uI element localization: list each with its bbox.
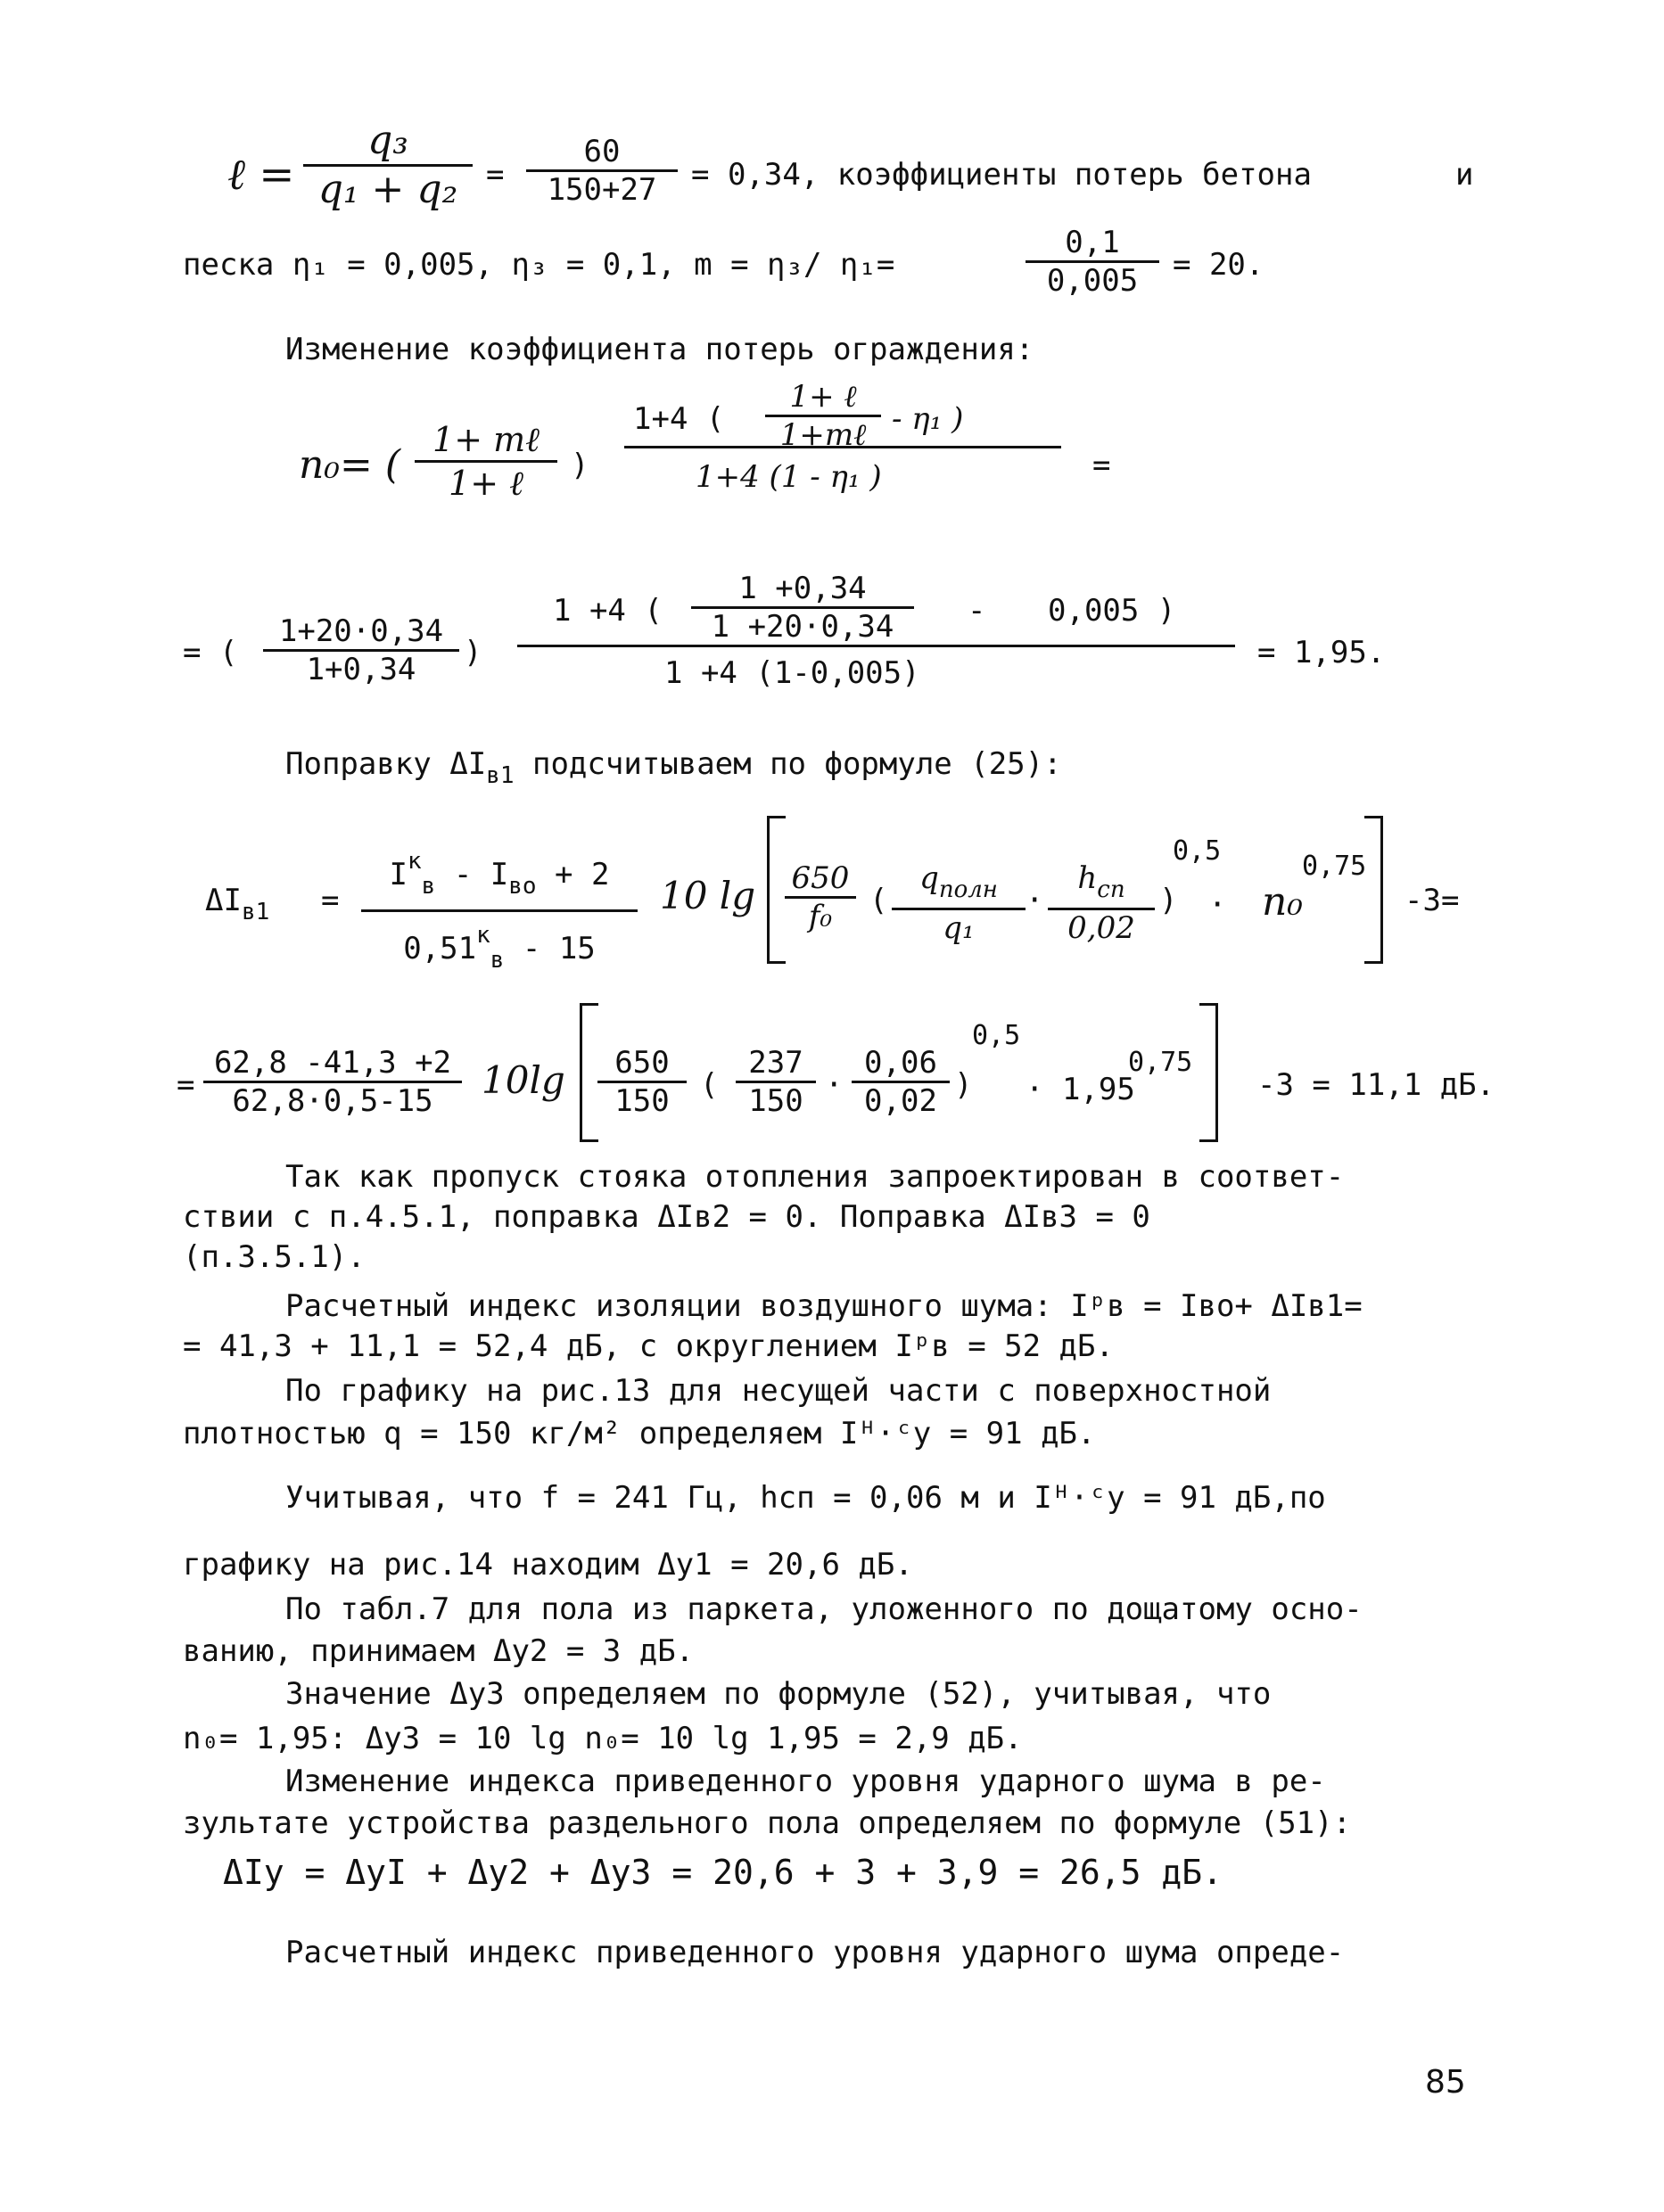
frac-num (1048, 860, 1155, 910)
frac-den: 150 (614, 1083, 670, 1119)
dI-tail: -3= (1405, 883, 1460, 918)
dI-bracket-right (1364, 816, 1383, 964)
text-line-9: графику на рис.14 находим Δу1 = 20,6 дБ. (183, 1547, 913, 1583)
text-line-13: n₀= 1,95: Δу3 = 10 lg n₀= 10 lg 1,95 = 2,9 дБ. (183, 1721, 1023, 1756)
text-line-12: Значение Δу3 определяем по формуле (52), учитывая, что (285, 1676, 1272, 1712)
formula-l-frac2 (526, 134, 678, 208)
frac-num: 1+20·0,34 (263, 613, 459, 652)
line-popravku (285, 746, 1062, 794)
dI-f1 (785, 860, 856, 934)
popravku-sub: в1 (486, 762, 515, 789)
text-line-3: (п.3.5.1). (183, 1239, 366, 1275)
text-line-11: ванию, принимаем Δу2 = 3 дБ. (183, 1633, 695, 1669)
dI-mul: · (1208, 887, 1227, 923)
page-number: 85 (1425, 2064, 1466, 2101)
dInum-exp2: 0,75 (1128, 1047, 1193, 1078)
line-peska: песка η₁ = 0,005, η₃ = 0,1, m = η₃/ η₁= (183, 247, 895, 283)
n0num-minus: - (968, 593, 986, 629)
frac-den: 1+ ℓ (449, 464, 523, 503)
dI-f2 (892, 860, 1026, 946)
dI-num-tail2: + 2 (555, 857, 610, 892)
frac-den: q₁ (943, 910, 975, 946)
dI-frac (361, 838, 638, 983)
dI-n0: n₀ (1262, 879, 1303, 925)
heading-change: Изменение коэффициента потерь ограждения: (285, 332, 1034, 367)
dInum-exp1: 0,5 (972, 1020, 1021, 1051)
formula-l-tail-end: и (1455, 157, 1474, 193)
text-line-14: Изменение индекса приведенного уровня ударного шума в ре- (285, 1764, 1326, 1799)
frac-num: 62,8 -41,3 +2 (203, 1045, 462, 1083)
n0num-bigden: 1 +4 (1-0,005) (664, 655, 920, 691)
dI-lhs-text: ΔI (205, 883, 242, 918)
frac-den: 62,8·0,5-15 (232, 1083, 433, 1119)
n0-bignum-post: - η₁ ) (892, 401, 964, 437)
formula-l-eq: = (486, 157, 505, 193)
dInum-f3 (852, 1045, 950, 1119)
dI-open: ( (869, 883, 888, 918)
dInum-eq: = (177, 1067, 195, 1103)
formula-l-tail: = 0,34, коэффициенты потерь бетона (691, 157, 1312, 193)
frac-den: 1+mℓ (779, 417, 867, 453)
frac-num: q₃ (303, 118, 473, 167)
frac-num: 0,1 (1026, 225, 1159, 263)
frac-m (1026, 225, 1159, 299)
dI-f3-num: h (1077, 860, 1098, 896)
text-line-5: = 41,3 + 11,1 = 52,4 дБ, с округлением Iᵖв = 52 дБ. (183, 1328, 1114, 1364)
formula-l-lhs: ℓ = (227, 150, 295, 200)
dInum-close: ) (954, 1067, 973, 1103)
dInum-open: ( (700, 1067, 719, 1103)
frac-num: 1 +0,34 (691, 571, 914, 609)
dInum-bracket-right (1199, 1003, 1218, 1142)
n0-bigden: 1+4 (1 - η₁ ) (696, 459, 882, 495)
dInum-f2 (736, 1045, 816, 1119)
text-line-17: Расчетный индекс приведенного уровня ударного шума опреде- (285, 1935, 1345, 1970)
frac-num: 0,06 (852, 1045, 950, 1083)
dI-den: 0,51 (403, 931, 477, 966)
text-line-16: ΔIу = ΔуI + Δу2 + Δу3 = 20,6 + 3 + 3,9 = 26,5 дБ. (223, 1853, 1223, 1892)
n0-big-fraction-bar (624, 446, 1061, 448)
n0num-result: = 1,95. (1257, 635, 1386, 670)
frac-num: 237 (736, 1045, 816, 1083)
dI-bracket-left (767, 816, 786, 964)
dInum-bracket-left (580, 1003, 598, 1142)
dI-exp2: 0,75 (1302, 851, 1367, 882)
n0-f1 (415, 419, 557, 504)
frac-den: 0,005 (1046, 263, 1139, 299)
dI-f2-num: q (919, 860, 939, 896)
dI-num-sup: к (408, 848, 422, 875)
dI-exp1: 0,5 (1173, 835, 1222, 867)
frac-den (361, 912, 638, 983)
dI-lhs (205, 883, 269, 930)
n0num-lhs: = ( (183, 635, 238, 670)
n0-close: ) (571, 448, 589, 483)
dI-den-sup: к (476, 922, 490, 949)
n0num-big-fraction-bar (517, 645, 1235, 647)
frac-num: 1+ ℓ (765, 379, 881, 417)
dI-den-sub: в (490, 947, 505, 974)
dInum-lg: 10lg (482, 1058, 565, 1102)
frac-den: 0,02 (1067, 910, 1135, 946)
dI-f3 (1048, 860, 1155, 946)
frac-den: 0,02 (864, 1083, 937, 1119)
n0num-close: ) (464, 635, 482, 670)
dInum-f1 (597, 1045, 687, 1119)
text-line-2: ствии с п.4.5.1, поправка ΔIв2 = 0. Поправка ΔIв3 = 0 (183, 1199, 1150, 1235)
frac-den: 150+27 (547, 172, 657, 208)
dI-num-sub: в (421, 873, 436, 900)
dI-num-tail-sub: во (508, 873, 537, 900)
frac-num: 650 (597, 1045, 687, 1083)
dI-num-tail: - I (453, 857, 509, 892)
dI-dot: · (1026, 883, 1044, 918)
n0-bignum-pre: 1+4 ( (633, 401, 725, 437)
text-line-4: Расчетный индекс изоляции воздушного шума: Iᵖв = Iво+ ΔIв1= (285, 1288, 1363, 1324)
dI-den-tail: - 15 (522, 931, 596, 966)
n0num-inner (691, 571, 914, 645)
frac-den: 1 +20·0,34 (711, 609, 894, 645)
frac-den: 150 (748, 1083, 803, 1119)
text-line-10: По табл.7 для пола из паркета, уложенного по дощатому осно- (285, 1591, 1363, 1627)
text-line-7: плотностью q = 150 кг/м² определяем Iᴴ·ᶜу = 91 дБ. (183, 1416, 1096, 1451)
n0num-f1 (263, 613, 459, 687)
dI-f2-num-sub: полн (938, 876, 998, 903)
frac-den: q₁ + q₂ (317, 167, 458, 212)
frac-num (892, 860, 1026, 910)
dI-close: ) (1159, 883, 1178, 918)
frac-m-result: = 20. (1173, 247, 1264, 283)
n0num-bignum-pre: 1 +4 ( (553, 593, 663, 629)
n0-inner (765, 379, 881, 453)
formula-l-frac1 (303, 118, 473, 213)
dInum-mul: · 1,95 (1026, 1072, 1135, 1107)
dI-f3-num-sub: сп (1097, 876, 1125, 903)
text-line-6: По графику на рис.13 для несущей части с поверхностной (285, 1373, 1272, 1409)
frac-den: f₀ (808, 899, 833, 934)
frac-num: 650 (785, 860, 856, 899)
frac-num: 1+ mℓ (415, 419, 557, 463)
frac-num: 60 (526, 134, 678, 172)
dInum-frac (203, 1045, 462, 1119)
frac-num (361, 838, 638, 912)
popravku-text: Поправку ΔI (285, 746, 487, 782)
dInum-tail: -3 = 11,1 дБ. (1257, 1067, 1495, 1103)
n0-lhs: n₀= ( (299, 442, 400, 488)
text-line-15: зультате устройства раздельного пола определяем по формуле (51): (183, 1805, 1352, 1841)
dI-lg: 10 lg (660, 874, 756, 917)
dInum-dot: · (825, 1067, 844, 1103)
frac-den: 1+0,34 (306, 652, 416, 687)
popravku-tail: подсчитываем по формуле (25): (531, 746, 1062, 782)
dI-num-i: I (389, 857, 408, 892)
n0num-val: 0,005 ) (1048, 593, 1176, 629)
dI-eq: = (321, 883, 340, 918)
text-line-8: Учитывая, что f = 241 Гц, hсп = 0,06 м и Iᴴ·ᶜу = 91 дБ,по (285, 1480, 1326, 1516)
text-line-1: Так как пропуск стояка отопления запроектирован в соответ- (285, 1159, 1345, 1195)
dI-lhs-sub: в1 (241, 899, 270, 925)
n0-eq: = (1092, 448, 1111, 483)
